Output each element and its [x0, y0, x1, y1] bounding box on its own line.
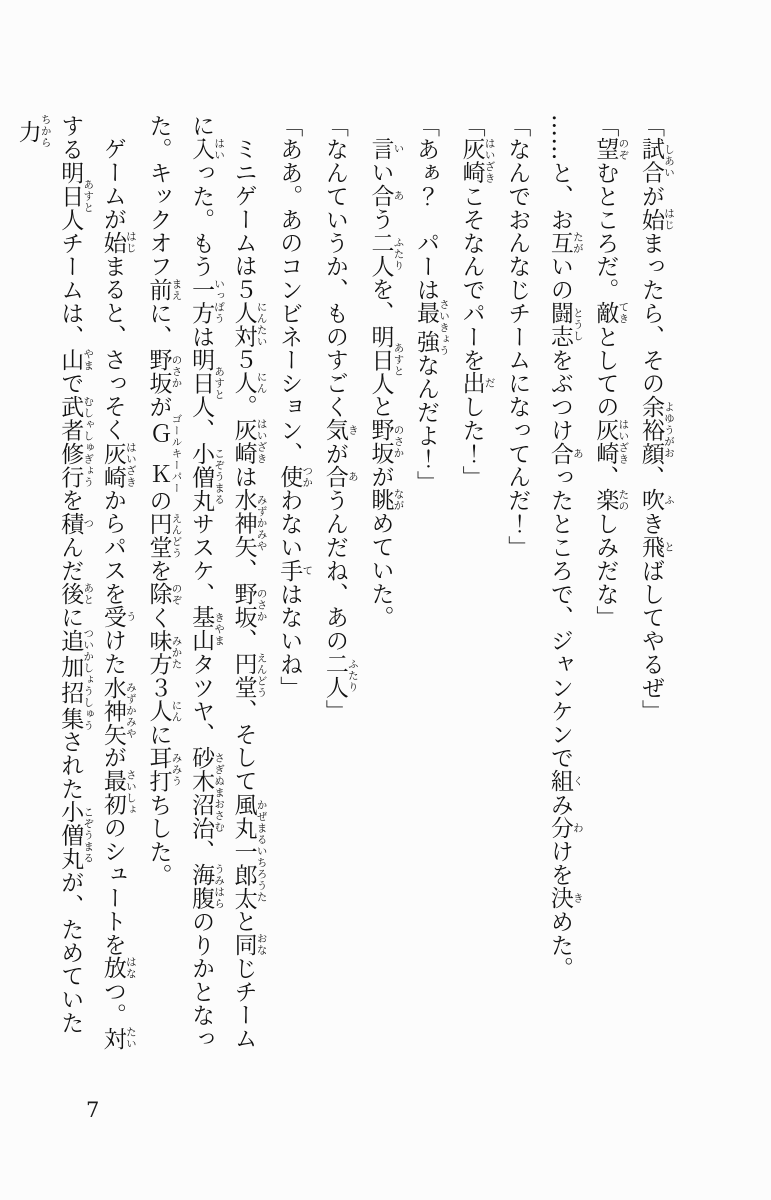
paragraph: 言 いい合 あう二人 ふたりを、明日人 あすとと野坂 のさかが眺 ながめていた。	[367, 137, 405, 629]
ruby-annotated-text: 野坂 のさか	[367, 418, 405, 466]
ruby-annotated-text: 二人 ふたり	[321, 652, 359, 700]
page-number: 7	[86, 1098, 100, 1122]
ruby-annotated-text: 基山 きやま	[188, 605, 226, 653]
ruby-annotated-text: 合 あ	[546, 441, 584, 466]
paragraph: 「なんでおんなじチームになってんだ！」	[504, 114, 531, 559]
ruby-annotated-text: 分 わ	[546, 816, 584, 840]
ruby-annotated-text: 味方 みかた	[145, 629, 183, 676]
ruby-annotated-text: 言 い	[367, 137, 405, 161]
ruby-annotated-text: 追加招集 ついかしょうしゅう	[57, 627, 95, 732]
ruby-annotated-text: 眺 なが	[367, 488, 405, 512]
ruby-annotated-text: 前 まえ	[145, 277, 183, 302]
ruby-annotated-text: 後 あと	[57, 582, 95, 606]
ruby-annotated-text: 灰崎 はいざき	[592, 418, 630, 466]
ruby-annotated-text: 気 き	[321, 418, 359, 442]
paragraph: 「あぁ？ パーは最強 さいきょうなんだよ！」	[413, 114, 451, 494]
ruby-annotated-text: 明日人 あすと	[188, 348, 226, 419]
paragraph: 「ああ。あのコンビネーション、使 つかわない手 てはないね」	[276, 114, 314, 700]
ruby-annotated-text: 対 たい	[99, 1026, 137, 1051]
ruby-annotated-text: 余裕顔 よゆうがお	[638, 394, 675, 466]
paragraph: ……と、お互 たがいの闘志 とうしをぶつけ合 あったところで、ジャンケンで組 くみ分 わけを決 きめた。	[546, 114, 584, 980]
ruby-annotated-text: 受 う	[99, 605, 137, 629]
ruby-annotated-text: 合 あ	[367, 184, 405, 208]
ruby-annotated-text: 組 く	[546, 769, 584, 793]
ruby-annotated-text: 敵 てき	[592, 301, 630, 325]
ruby-annotated-text: 人 にん	[230, 371, 268, 395]
ruby-annotated-text: 楽 たの	[592, 488, 630, 512]
ruby-annotated-text: 最初 さいしょ	[99, 769, 137, 817]
ruby-annotated-text: 入 はい	[188, 137, 226, 161]
ruby-annotated-text: 互 たが	[546, 231, 584, 255]
paragraph: 「望 のぞむところだ。敵 てきとしての灰崎 はいざき、楽 たのしみだな」	[592, 114, 630, 629]
ruby-annotated-text: 合 あ	[321, 465, 359, 489]
ruby-annotated-text: 小僧丸 こぞうまる	[188, 441, 226, 512]
ruby-annotated-text: 灰崎 はいざき	[230, 418, 268, 466]
vertical-text-block	[6, 114, 675, 1055]
ruby-annotated-text: 手 て	[276, 558, 314, 583]
ruby-annotated-text: 海腹 うみはら	[188, 862, 226, 910]
ruby-annotated-text: 望 のぞ	[592, 137, 630, 161]
ruby-annotated-text: 円堂 えんどう	[230, 652, 268, 700]
ruby-annotated-text: 風丸一郎太 かぜまるいちろうた	[230, 792, 268, 910]
paragraph: 「灰崎 はいざきこそなんでパーを出 だした！」	[458, 114, 496, 489]
ruby-annotated-text: 始 はじ	[99, 231, 137, 255]
ruby-annotated-text: 明日人 あすと	[57, 160, 95, 232]
ruby-annotated-text: 灰崎 はいざき	[458, 137, 496, 185]
ruby-annotated-text: 試合 しあい	[638, 137, 675, 185]
ruby-annotated-text: 除 のぞ	[145, 582, 183, 606]
ruby-annotated-text: 明日人 あすと	[367, 324, 405, 395]
ruby-annotated-text: 出 だ	[458, 371, 496, 395]
ruby-annotated-text: 人 にん	[145, 699, 183, 723]
ruby-annotated-text: 力 ちから	[14, 114, 52, 149]
ruby-annotated-text: 野坂 のさか	[230, 582, 268, 629]
ruby-annotated-text: 耳打 みみう	[145, 746, 183, 794]
ruby-annotated-text: 灰崎 はいざき	[99, 441, 137, 489]
ruby-annotated-text: 同 おな	[230, 933, 268, 957]
ruby-annotated-text: 砂木沼治 さぎぬまおさむ	[188, 745, 226, 840]
ruby-annotated-text: 始 はじ	[638, 207, 675, 232]
ruby-annotated-text: 水神矢 みずかみや	[230, 488, 268, 559]
ruby-annotated-text: 吹 ふ	[638, 488, 675, 512]
ruby-annotated-text: 積 つ	[57, 511, 95, 536]
ruby-annotated-text: 飛 と	[638, 535, 675, 559]
ruby-annotated-text: ＧＫ ゴールキーパー	[145, 413, 183, 494]
ruby-annotated-text: 人対 にんたい	[230, 301, 268, 349]
ruby-annotated-text: 水神矢 みずかみや	[99, 675, 137, 746]
paragraph: ミニゲームは５人対 にんたい５人 にん。灰崎 はいざきは水神矢 みずかみや、野坂 のさか、円堂 えんどう、そして風丸一郎太 かぜまるいちろうたと同 おなじチームに入 はいった。もう一方 いっぽうは明日人 あすと、小僧丸 こぞうまるサスケ、基山 きやまタツヤ、砂木沼治 さぎぬまおさむ、海腹 うみはらのりかとなった。キックオフ前 まえに、野坂 のさかがＧＫ ゴールキーパーの円堂 えんどうを除 のぞく味方 みかた３人 にんに耳打 みみうちした。	[145, 114, 268, 1051]
ruby-annotated-text: 円堂 えんどう	[145, 512, 183, 559]
ruby-annotated-text: 決 き	[546, 886, 584, 910]
ruby-annotated-text: 小僧丸 こぞうまる	[57, 800, 95, 871]
paragraph: ゲームが始 はじまると、さっそく灰崎 はいざきからパスを受 うけた水神矢 みずかみやが最初 さいしょのシュートを放 はなつ。対 たいする明日人 あすとチームは、山 やまで武者修行 むしゃしゅぎょうを積 つんだ後 あとに追加招集 ついかしょうしゅうされた小僧丸 こぞうまるが、ためていた力 ちから	[14, 114, 137, 1051]
ruby-annotated-text: 一方 いっぽう	[188, 277, 226, 325]
paragraph: 「試合 しあいが始 はじまったら、その余裕顔 よゆうがお、吹 ふき飛 とばしてやるぜ」	[638, 114, 675, 723]
ruby-annotated-text: 山 やま	[57, 348, 95, 372]
ruby-annotated-text: 二人 ふたり	[367, 231, 405, 278]
ruby-annotated-text: 使 つか	[276, 465, 314, 489]
paragraph: 「なんていうか、ものすごく気 きが合 あうんだね、あの二人 ふたり」	[321, 114, 359, 723]
ruby-annotated-text: 放 はな	[99, 956, 137, 980]
ruby-annotated-text: 最強 さいきょう	[413, 298, 451, 357]
ruby-annotated-text: 闘志 とうし	[546, 301, 584, 349]
ruby-annotated-text: 野坂 のさか	[145, 348, 183, 395]
ruby-annotated-text: 武者修行 むしゃしゅぎょう	[57, 394, 95, 489]
